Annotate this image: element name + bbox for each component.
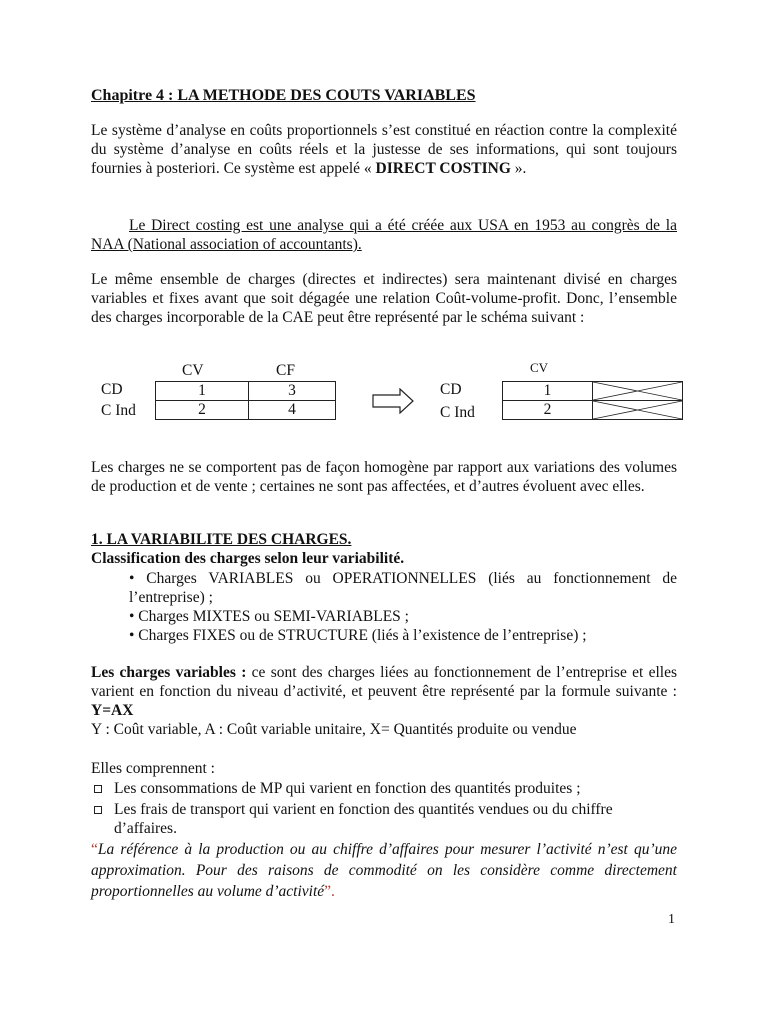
- list-item-text: Les consommations de MP qui varient en fonction des quantités produites ;: [114, 780, 581, 797]
- elles-list: [91, 779, 677, 838]
- variable-charges-text: ce sont des charges liées au fonctionnement de l’entreprise et elles varient en fonction du niveau d’activité, et peuvent être représenté par la formule suivante :: [91, 664, 677, 700]
- section-subheading: Classification des charges selon leur variabilité.: [91, 550, 405, 567]
- schema-right-row-cind: C Ind: [440, 404, 475, 421]
- list-item-text: Les frais de transport qui varient en fonction des quantités vendues ou du chiffre d’affaires.: [114, 801, 613, 837]
- schema-right-header-cv: CV: [530, 360, 549, 375]
- intro-paragraph: [91, 121, 677, 178]
- cell-cd-cv: 1: [156, 382, 249, 401]
- bullet-item-variables: • Charges VARIABLES ou OPERATIONNELLES (liés au fonctionnement de l’entreprise) ;: [129, 570, 677, 606]
- square-bullet-icon: [94, 785, 102, 793]
- direct-costing-paragraph: Le Direct costing est une analyse qui a été créée aux USA en 1953 au congrès de la NAA (National association of accountants).: [91, 217, 677, 253]
- formula-legend: Y : Coût variable, A : Coût variable unitaire, X= Quantités produite ou vendue: [91, 721, 577, 738]
- schema-left-row-cd: CD: [101, 381, 123, 398]
- quote-text: La référence à la production ou au chiffre d’affaires pour mesurer l’activité n’est qu’une approximation. Pour des raisons de commodité on les considère comme directement proportionnelles au volume d’activité: [91, 841, 677, 900]
- schema-left-header-cv: CV: [182, 362, 204, 379]
- schema-left-header-cf: CF: [276, 362, 295, 379]
- elles-lead: Elles comprennent :: [91, 760, 215, 777]
- list-item: [91, 779, 677, 798]
- variable-charges-lead: Les charges variables :: [91, 664, 247, 681]
- bullet-item-mixtes: • Charges MIXTES ou SEMI-VARIABLES ;: [129, 608, 409, 625]
- list-item: [91, 800, 677, 838]
- cell-cd-cf: 3: [249, 382, 336, 401]
- crossed-cell-cind: [593, 401, 683, 420]
- charges-paragraph: Le même ensemble de charges (directes et indirectes) sera maintenant divisé en charges variables et fixes avant que soit dégagée une relation Coût-volume-profit. Donc, l’ensemble des charges incorporable de la CAE peut être représenté par le schéma suivant :: [91, 271, 677, 326]
- section-heading: 1. LA VARIABILITE DES CHARGES.: [91, 531, 352, 548]
- square-bullet-icon: [94, 806, 102, 814]
- cell-cind-cv: 2: [156, 401, 249, 420]
- quote-open: “: [91, 841, 98, 858]
- cell-right-cind: 2: [503, 401, 593, 420]
- schema-right-table: [502, 381, 683, 420]
- variable-charges-paragraph: [91, 663, 677, 720]
- bullet-item-fixes: • Charges FIXES ou de STRUCTURE (liés à l’existence de l’entreprise) ;: [129, 627, 587, 644]
- intro-end: ».: [510, 160, 527, 177]
- chapter-title: Chapitre 4 : LA METHODE DES COUTS VARIABLES: [91, 87, 476, 104]
- quote-close: ”.: [324, 883, 335, 900]
- direct-costing-term: DIRECT COSTING: [375, 160, 511, 177]
- cell-right-cd: 1: [503, 382, 593, 401]
- cell-cind-cf: 4: [249, 401, 336, 420]
- schema-right-row-cd: CD: [440, 381, 462, 398]
- intro-text: Le système d’analyse en coûts proportionnels s’est constitué en réaction contre la complexité du système d’analyse en coûts réels et la justesse de ses informations, qui sont toujours fournies à posteriori. Ce système est appelé «: [91, 122, 677, 177]
- schema-left-table: [155, 381, 336, 420]
- transform-arrow-icon: [372, 388, 414, 414]
- quote-paragraph: [91, 839, 677, 902]
- crossed-cell-cd: [593, 382, 683, 401]
- formula: Y=AX: [91, 702, 134, 719]
- page-number: 1: [668, 912, 675, 927]
- homogeneity-paragraph: Les charges ne se comportent pas de façon homogène par rapport aux variations des volumes de production et de vente ; certaines ne sont pas affectées, et d’autres évoluent avec elles.: [91, 459, 677, 495]
- schema-left-row-cind: C Ind: [101, 402, 136, 419]
